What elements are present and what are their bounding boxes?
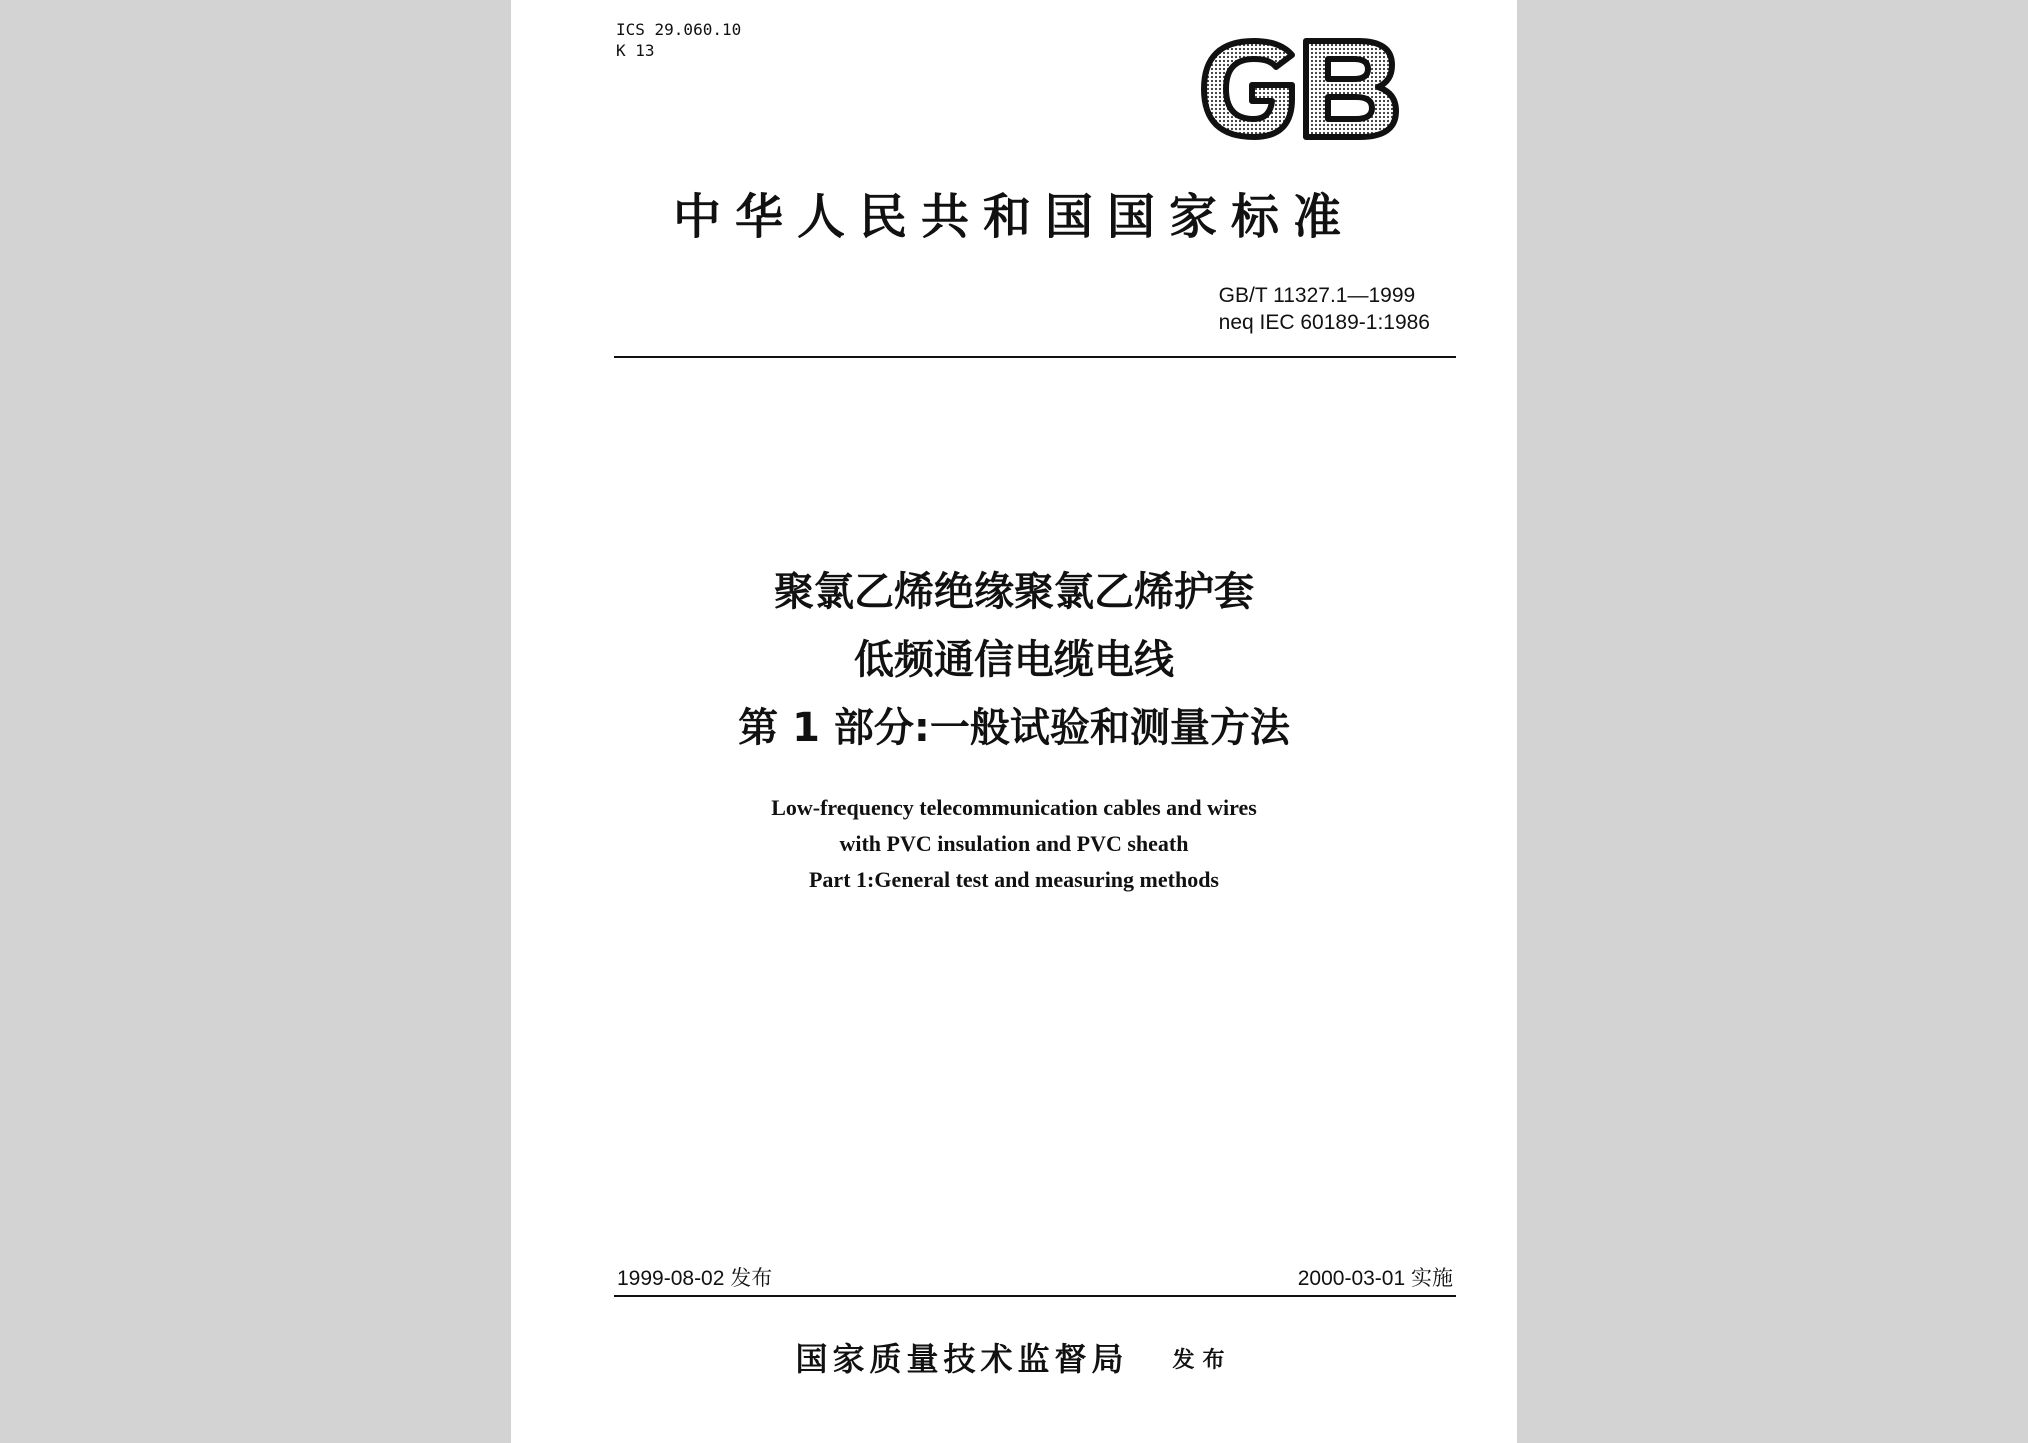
english-title-line-2: with PVC insulation and PVC sheath bbox=[839, 831, 1189, 856]
standard-code-block bbox=[1219, 282, 1430, 336]
national-standard-title: 中华人民共和国国家标准 bbox=[672, 189, 1355, 245]
issuer-line bbox=[511, 1334, 1517, 1380]
standard-equivalence: neq IEC 60189-1:1986 bbox=[1218, 311, 1430, 334]
chinese-title-line-3: 第 1 部分:一般试验和测量方法 bbox=[738, 705, 1290, 751]
document-page bbox=[511, 0, 1517, 1443]
english-title-line-3: Part 1:General test and measuring methods bbox=[808, 867, 1219, 892]
effective-date: 2000-03-01 实施 bbox=[1297, 1267, 1453, 1290]
chinese-title-line-1: 聚氯乙烯绝缘聚氯乙烯护套 bbox=[774, 569, 1254, 615]
footer-divider bbox=[614, 1295, 1456, 1297]
english-title-line-1: Low-frequency telecommunication cables and wires bbox=[771, 795, 1257, 820]
ics-code: ICS 29.060.10 bbox=[616, 20, 742, 39]
header-divider bbox=[614, 356, 1456, 358]
issuer-action: 发布 bbox=[1172, 1347, 1233, 1373]
issuer-name: 国家质量技术监督局 bbox=[795, 1340, 1129, 1378]
class-code: K 13 bbox=[616, 41, 655, 60]
classification-codes bbox=[616, 19, 741, 61]
chinese-title bbox=[511, 558, 1517, 762]
english-title bbox=[511, 790, 1517, 898]
gb-logo-icon bbox=[1194, 35, 1404, 143]
standard-number: GB/T 11327.1—1999 bbox=[1218, 284, 1416, 307]
gb-logo bbox=[1194, 35, 1404, 143]
chinese-title-line-2: 低频通信电缆电线 bbox=[854, 637, 1174, 683]
issue-date: 1999-08-02 发布 bbox=[617, 1267, 773, 1290]
